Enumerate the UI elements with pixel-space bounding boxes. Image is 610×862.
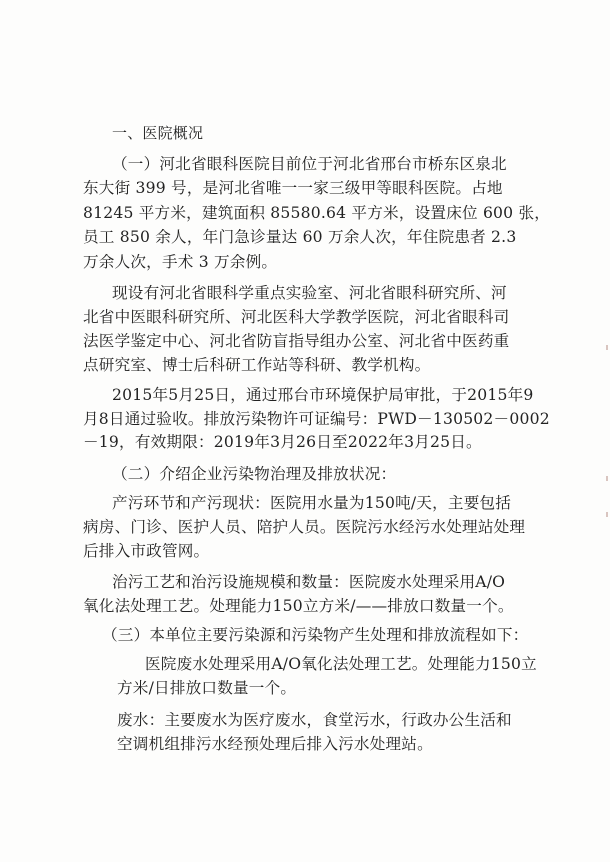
- text-line: 空调机组排污水经预处理后排入污水处理站。: [117, 735, 433, 753]
- text-line: （三）本单位主要污染源和污染物产生处理和排放流程如下：: [102, 626, 529, 644]
- text-line: 法医学鉴定中心、河北省防盲指导组办公室、河北省中医药重: [83, 332, 510, 350]
- text-line: 点研究室、博士后科研工作站等科研、教学机构。: [83, 356, 431, 374]
- text-line: 氧化法处理工艺。处理能力150立方米/——排放口数量一个。: [83, 597, 514, 615]
- text-line: 方米/日排放口数量一个。: [117, 679, 297, 697]
- text-line: 医院废水处理采用A/O氧化法处理工艺。处理能力150立: [145, 655, 537, 673]
- scan-edge-mark: [606, 476, 608, 481]
- text-line: －19，有效期限：2019年3月26日至2022年3月25日。: [83, 433, 482, 451]
- text-line: （一）河北省眼科医院目前位于河北省邢台市桥东区泉北: [112, 155, 507, 173]
- section-heading: 一、医院概况: [112, 124, 204, 142]
- text-line: 2015年5月25日，通过邢台市环境保护局审批，于2015年9: [112, 386, 534, 404]
- text-line: 病房、门诊、医护人员、陪护人员。医院污水经污水处理站处理: [83, 518, 526, 536]
- text-line: 员工 850 余人，年门急诊量达 60 万余人次，年住院患者 2.3: [83, 228, 517, 246]
- text-line: 月8日通过验收。排放污染物许可证编号：PWD－130502－0002: [83, 410, 550, 428]
- text-line: 产污环节和产污现状：医院用水量为150吨/天，主要包括: [112, 494, 512, 512]
- text-line: 废水：主要废水为医疗废水，食堂污水，行政办公生活和: [117, 711, 512, 729]
- text-line: 81245 平方米，建筑面积 85580.64 平方米，设置床位 600 张，: [83, 204, 551, 222]
- scan-edge-mark: [606, 512, 608, 517]
- text-line: 后排入市政管网。: [83, 542, 210, 560]
- text-line: 现设有河北省眼科学重点实验室、河北省眼科研究所、河: [112, 284, 507, 302]
- text-line: 治污工艺和治污设施规模和数量：医院废水处理采用A/O: [112, 573, 506, 591]
- text-line: 北省中医眼科研究所、河北医科大学教学医院，河北省眼科司: [83, 308, 510, 326]
- text-line: 万余人次，手术 3 万余例。: [83, 253, 278, 271]
- scan-edge-mark: [606, 345, 608, 350]
- text-line: （二）介绍企业污染物治理及排放状况：: [112, 465, 397, 483]
- text-line: 东大街 399 号，是河北省唯一一家三级甲等眼科医院。占地: [83, 179, 503, 197]
